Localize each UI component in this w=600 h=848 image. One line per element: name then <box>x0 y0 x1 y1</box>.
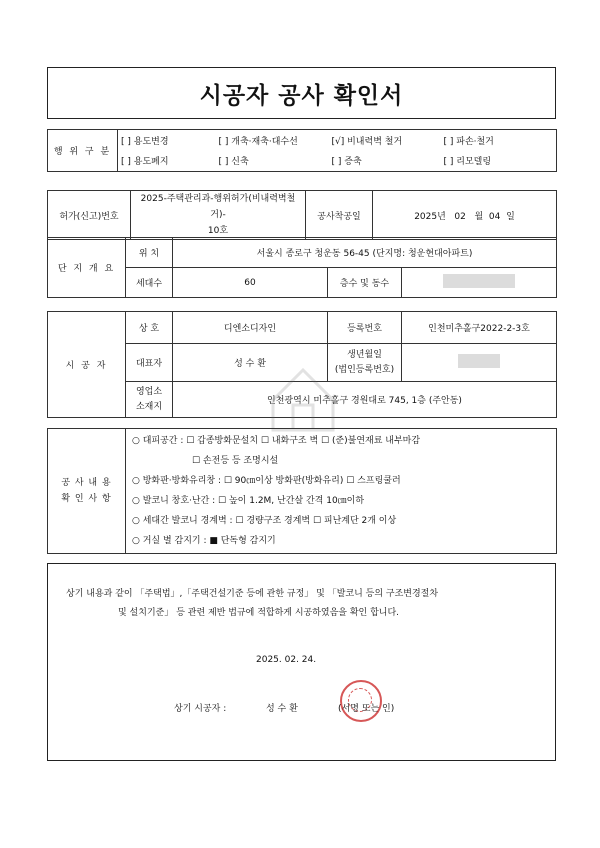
item-partition-wall[interactable]: ○ 세대간 발코니 경계벽 : ☐ 경량구조 경계벽 ☐ 피난계단 2개 이상 <box>132 516 397 526</box>
confirmation-label-line2: 확 인 사 항 <box>61 494 112 504</box>
redacted-block <box>458 354 500 368</box>
location-value: 서울시 종로구 청운동 56-45 (단지명: 청운현대아파트) <box>173 238 557 268</box>
office-address: 인천광역시 미추홀구 경원대로 745, 1층 (주안동) <box>173 382 557 418</box>
office-label-line2: 소재지 <box>135 401 163 412</box>
action-type-label: 행 위 구 분 <box>48 130 118 172</box>
item-balcony-window[interactable]: ○ 발코니 창호·난간 : ☐ 높이 1.2M, 난간살 간격 10㎝이하 <box>132 496 365 506</box>
representative-label: 대표자 <box>126 344 173 382</box>
permit-table <box>47 190 557 240</box>
item-detector[interactable]: ○ 거실 별 감지기 : ■ 단독형 감지기 <box>132 536 276 546</box>
start-day-unit: 일 <box>506 211 515 222</box>
option-use-abolish[interactable]: [ ] 용도폐지 <box>118 151 216 172</box>
confirmation-items <box>126 429 557 554</box>
signer-label: 상기 시공자 : <box>174 704 227 714</box>
permit-label: 허가(신고)번호 <box>48 191 131 240</box>
start-date <box>373 191 557 240</box>
action-type-table <box>47 129 557 172</box>
start-month-unit: 월 <box>474 211 484 222</box>
office-label-line1: 영업소 <box>135 386 163 397</box>
option-new-build[interactable]: [ ] 신축 <box>216 151 329 172</box>
start-date-label: 공사착공일 <box>306 191 373 240</box>
confirmation-label-line1: 공 사 내 용 <box>61 478 112 488</box>
option-extension[interactable]: [ ] 증축 <box>329 151 441 172</box>
representative-name: 성 수 환 <box>173 344 328 382</box>
complex-table <box>47 237 557 298</box>
start-day: 04 <box>488 211 501 222</box>
option-use-change[interactable]: [ ] 용도변경 <box>118 130 216 151</box>
start-year: 2025년 <box>414 211 446 222</box>
birth-value <box>402 344 557 382</box>
option-remodeling[interactable]: [ ] 리모델링 <box>441 151 557 172</box>
statement-date: 2025. 02. 24. <box>256 655 317 665</box>
option-nonbearing-wall[interactable]: [√] 비내력벽 철거 <box>329 130 441 151</box>
permit-number-line1: 2025-주택관리과-행위허가(비내력벽철거)- <box>140 194 296 220</box>
permit-number <box>131 191 306 240</box>
watermark-logo <box>258 350 348 440</box>
statement-line2: 및 설치기준」 등 관련 제반 법규에 적합하게 시공하였음을 확인 합니다. <box>118 608 400 618</box>
statement-line1: 상기 내용과 같이 「주택법」,「주택건설기준 등에 관한 규정」 및 「발코니 등의 구조변경절차 <box>66 589 439 599</box>
item-flashlight[interactable]: ☐ 손전등 등 조명시설 <box>192 456 279 466</box>
company-name: 디엔소디자인 <box>173 312 328 344</box>
birth-label-line1: 생년월일 <box>347 349 382 360</box>
households-value: 60 <box>173 268 328 298</box>
item-fire-board[interactable]: ○ 방화판·방화유리창 : ☐ 90㎝이상 방화판(방화유리) ☐ 스프링쿨러 <box>132 476 401 486</box>
registration-label: 등록번호 <box>328 312 402 344</box>
location-label: 위 치 <box>126 238 173 268</box>
option-demolition[interactable]: [ ] 파손·철거 <box>441 130 557 151</box>
confirmation-label <box>48 429 126 554</box>
redacted-block <box>443 274 515 288</box>
option-rebuild[interactable]: [ ] 개축·재축·대수선 <box>216 130 329 151</box>
permit-number-line2: 10호 <box>207 226 229 236</box>
households-label: 세대수 <box>126 268 173 298</box>
floors-value <box>402 268 557 298</box>
company-name-label: 상 호 <box>126 312 173 344</box>
registration-number: 인천미추홀구2022-2-3호 <box>402 312 557 344</box>
seal-placeholder: (서명 또는 인) <box>338 704 395 714</box>
birth-label-line2: (법인등록번호) <box>334 364 395 375</box>
document-title: 시공자 공사 확인서 <box>47 67 556 119</box>
contractor-label: 시 공 자 <box>48 312 126 418</box>
floors-label: 층수 및 동수 <box>328 268 402 298</box>
signer-name: 성 수 환 <box>266 704 298 714</box>
confirmation-table <box>47 428 557 554</box>
office-label <box>126 382 173 418</box>
start-month: 02 <box>454 211 466 222</box>
complex-label: 단 지 개 요 <box>48 238 126 298</box>
item-evacuation-space[interactable]: ○ 대피공간 : ☐ 갑종방화문설치 ☐ 내화구조 벽 ☐ (준)불연재료 내부마감 <box>132 436 421 446</box>
